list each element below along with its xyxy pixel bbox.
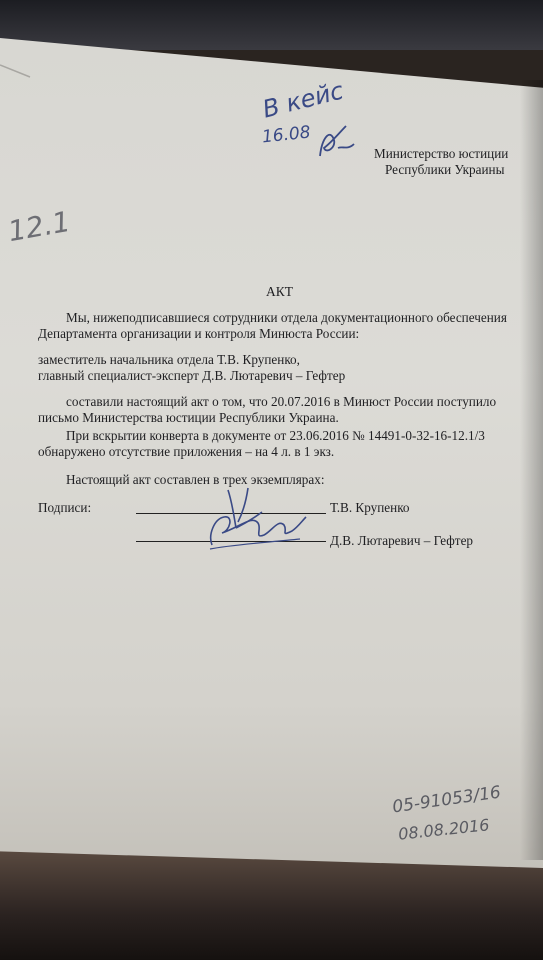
handwritten-margin-note: 12.1 <box>5 204 73 249</box>
desk-background-bottom <box>0 850 543 960</box>
sheet-shadow <box>520 80 543 860</box>
signer-1-name: Т.В. Крупенко <box>330 500 410 515</box>
signer-2-name: Д.В. Лютаревич – Гефтер <box>330 533 474 548</box>
paper-crease <box>0 55 40 85</box>
intro-line-1: Мы, нижеподписавшиеся сотрудники отдела документационного обеспечения <box>66 310 507 325</box>
staff-line-2: главный специалист-эксперт Д.В. Лютаревич – Гефтер <box>38 368 346 383</box>
staff-line-1: заместитель начальника отдела Т.В. Крупенко, <box>38 352 300 367</box>
resolution-signature-mark <box>312 118 357 163</box>
para1-line-2: письмо Министерства юстиции Республики Украина. <box>38 410 339 425</box>
addressee-line-1: Министерство юстиции <box>374 146 509 161</box>
document-title: АКТ <box>266 284 293 299</box>
signature-2-scribble <box>200 505 310 555</box>
signatures-label: Подписи: <box>38 500 92 515</box>
intro-line-2: Департамента организации и контроля Минюста России: <box>38 326 360 341</box>
desk-background-top <box>0 0 543 50</box>
handwritten-resolution-line-1: В кейс <box>259 76 347 124</box>
para1-line-1: составили настоящий акт о том, что 20.07.2016 в Минюст России поступило <box>66 394 497 409</box>
para2-line-1: При вскрытии конверта в документе от 23.06.2016 № 14491-0-32-16-12.1/3 <box>66 428 485 443</box>
handwritten-resolution-line-2: 16.08 <box>261 122 312 148</box>
para3: Настоящий акт составлен в трех экземплярах: <box>66 472 325 487</box>
handwritten-registration-number: 05-91053/16 <box>391 782 503 818</box>
addressee-line-2: Республики Украины <box>385 162 505 177</box>
para2-line-2: обнаружено отсутствие приложения – на 4 л. в 1 экз. <box>38 444 335 459</box>
handwritten-registration-date: 08.08.2016 <box>397 815 491 844</box>
